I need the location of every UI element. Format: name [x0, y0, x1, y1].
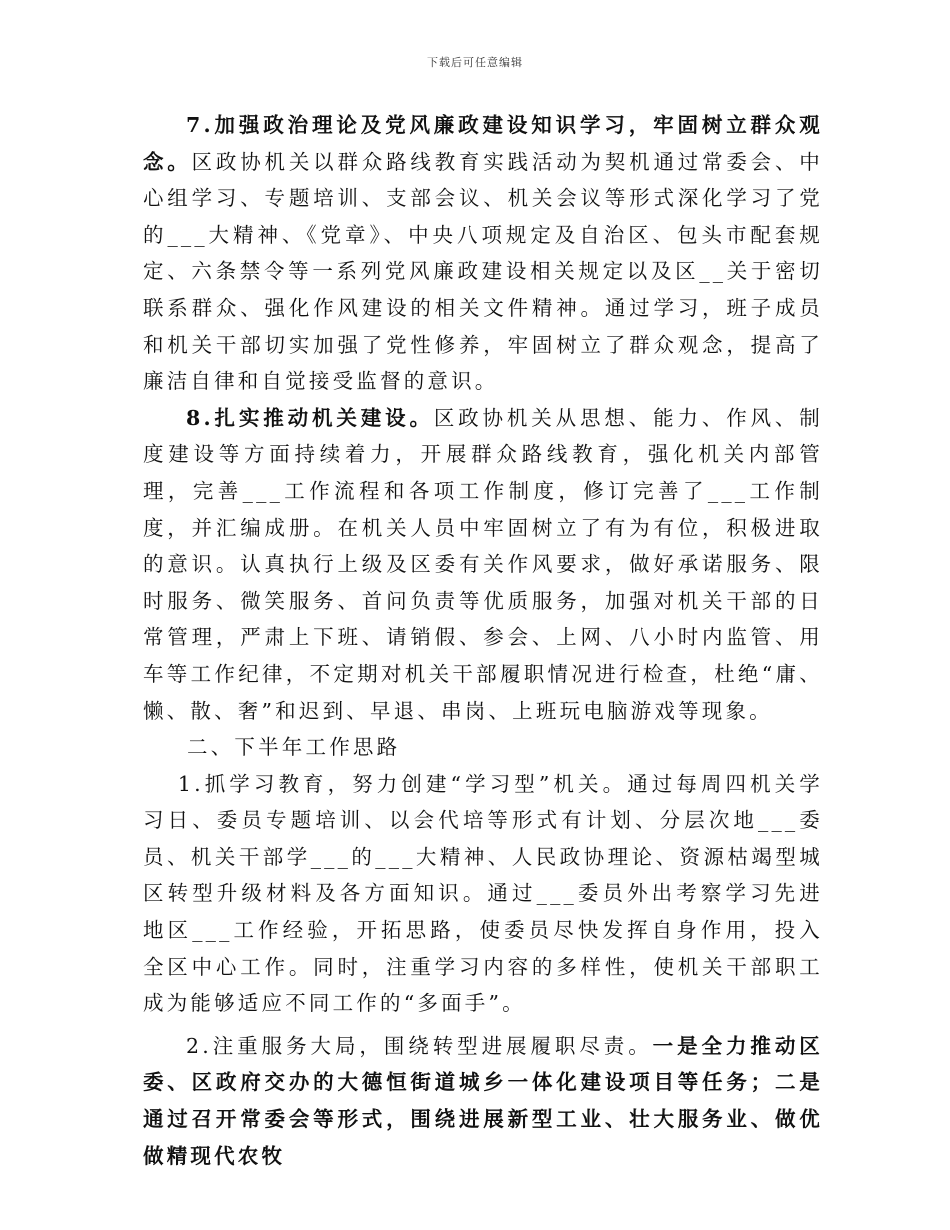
work-item-2 [143, 1028, 823, 1174]
section-heading-2: 二、下半年工作思路 [187, 735, 401, 760]
document-body [143, 107, 823, 1174]
paragraph-8-body: 区政协机关从思想、能力、作风、制度建设等方面持续着力，开展群众路线教育，强化机关内部管理，完善___工作流程和各项工作制度，修订完善了___工作制度，并汇编成册。在机关人员中牢固树立了有为有位，积极进取的意识。认真执行上级及区委有关作风要求，做好承诺服务、限时服务、微笑服务、首问负责等优质服务，加强对机关干部的日常管理，严肃上下班、请销假、参会、上网、八小时内监管、用车等工作纪律，不定期对机关干部履职情况进行检查，杜绝“庸、懒、散、奢”和迟到、早退、串岗、上班玩电脑游戏等现象。 [143, 405, 823, 723]
paragraph-8-title: 8.扎实推动机关建设。 [186, 405, 434, 430]
work-item-2-lead: 2.注重服务大局，围绕转型进展履职尽责。 [186, 1033, 653, 1058]
paragraph-7-title: 7.加强政治理论及党风廉政建设知识学习，牢固树立群众观念。 [143, 113, 823, 174]
work-item-2-bold: 一是全力推动区委、区政府交办的大德恒街道城乡一体化建设项目等任务；二是通过召开常委会等形式，围绕进展新型工业、壮大服务业、做优做精现代农牧 [143, 1033, 823, 1168]
paragraph-7 [143, 107, 823, 400]
paragraph-7-body: 区政协机关以群众路线教育实践活动为契机通过常委会、中心组学习、专题培训、支部会议、机关会议等形式深化学习了党的___大精神、《党章》、中央八项规定及自治区、包头市配套规定、六条禁令等一系列党风廉政建设相关规定以及区__关于密切联系群众、强化作风建设的相关文件精神。通过学习，班子成员和机关干部切实加强了党性修养，牢固树立了群众观念，提高了廉洁自律和自觉接受监督的意识。 [143, 149, 823, 394]
paragraph-8 [143, 400, 823, 729]
page-header-note: 下载后可任意编辑 [427, 56, 523, 69]
work-item-1: 1.抓学习教育，努力创建“学习型”机关。通过每周四机关学习日、委员专题培训、以会代培等形式有计划、分层次地___委员、机关干部学___的___大精神、人民政协理论、资源枯竭型城区转型升级材料及各方面知识。通过___委员外出考察学习先进地区___工作经验，开拓思路，使委员尽快发挥自身作用，投入全区中心工作。同时，注重学习内容的多样性，使机关干部职工成为能够适应不同工作的“多面手”。 [143, 771, 823, 1016]
